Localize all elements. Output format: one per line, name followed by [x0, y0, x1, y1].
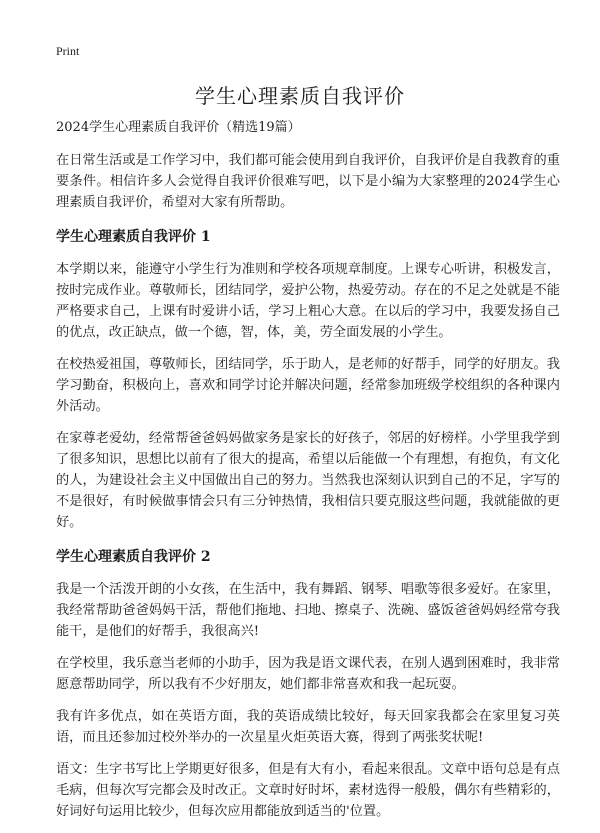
- section-2: [56, 547, 560, 822]
- page-title: 学生心理素质自我评价: [195, 84, 405, 108]
- paragraph: 语文：生字书写比上学期更好很多，但是有大有小，看起来很乱。文章中语句总是有点毛病，但每次写完都会及时改正。文章时好时坏，素材选得一般般，偶尔有些精彩的，好词好句运用比较少，但每次应用都能放到适当的'位置。: [56, 762, 560, 819]
- document-subtitle: 2024学生心理素质自我评价（精选19篇）: [56, 120, 301, 135]
- intro-paragraph: 在日常生活或是工作学习中，我们都可能会使用到自我评价，自我评价是自我教育的重要条件。相信许多人会觉得自我评价很难写吧，以下是小编为大家整理的2024学生心理素质自我评价，希望对大家有所帮助。: [56, 153, 560, 210]
- print-link[interactable]: Print: [56, 44, 80, 58]
- section-1: [56, 227, 560, 533]
- paragraph: 在家尊老爱幼，经常帮爸爸妈妈做家务是家长的好孩子，邻居的好榜样。小学里我学到了很多知识，思想比以前有了很大的提高，希望以后能做一个有理想，有抱负，有文化的人，为建设社会主义中国做出自己的努力。当然我也深刻认识到自己的不足，字写的不是很好，有时候做事情会只有三分钟热情，我相信只要克服这些问题，我就能做的更好。: [56, 431, 560, 530]
- section-heading: 学生心理素质自我评价 2: [56, 549, 211, 565]
- paragraph: 我是一个活泼开朗的小女孩，在生活中，我有舞蹈、钢琴、唱歌等很多爱好。在家里，我经常帮助爸爸妈妈干活，帮他们拖地、扫地、擦桌子、洗碗、盛饭爸爸妈妈经常夸我能干，是他们的好帮手，我很高兴!: [56, 582, 560, 639]
- paragraph: 我有许多优点，如在英语方面，我的英语成绩比较好，每天回家我都会在家里复习英语，而且还参加过校外举办的一次星星火炬英语大赛，得到了两张奖状呢!: [56, 709, 560, 745]
- paragraph: 本学期以来，能遵守小学生行为准则和学校各项规章制度。上课专心听讲，积极发言，按时完成作业。尊敬师长，团结同学，爱护公物，热爱劳动。存在的不足之处就是不能严格要求自己，上课有时爱讲小话，学习上粗心大意。在以后的学习中，我要发扬自己的优点，改正缺点，做一个德，智，体，美，劳全面发展的小学生。: [56, 262, 560, 340]
- paragraph: 在学校里，我乐意当老师的小助手，因为我是语文课代表，在别人遇到困难时，我非常愿意帮助同学，所以我有不少好朋友，她们都非常喜欢和我一起玩耍。: [56, 656, 560, 692]
- paragraph: 在校热爱祖国，尊敬师长，团结同学，乐于助人，是老师的好帮手，同学的好朋友。我学习勤奋，积极向上，喜欢和同学讨论并解决问题，经常参加班级学校组织的各种课内外活动。: [56, 357, 560, 414]
- document-body: [56, 118, 560, 833]
- section-heading: 学生心理素质自我评价 1: [56, 229, 211, 245]
